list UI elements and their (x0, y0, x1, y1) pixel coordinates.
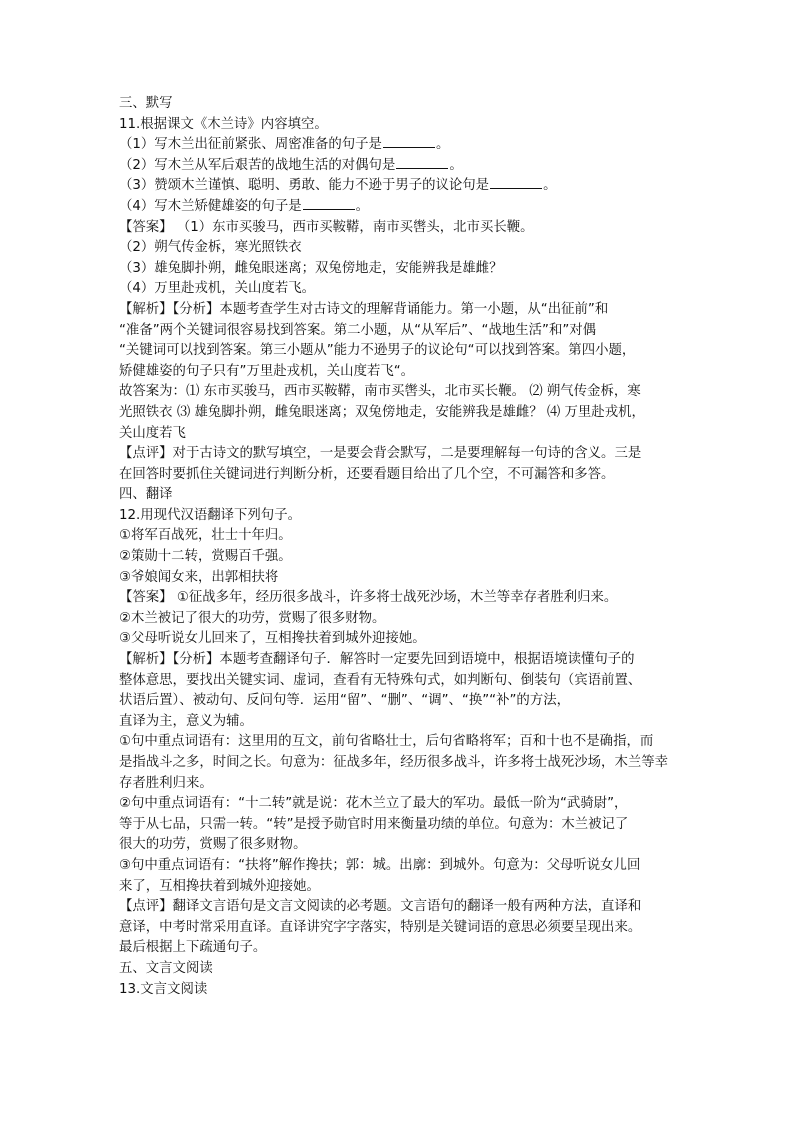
fill-blank-item (119, 156, 679, 177)
answer-blank (490, 176, 542, 189)
translation-item: ③爷娘闻女来，出郭相扶将 (119, 569, 279, 585)
analysis-line: 整体意思，要找出关键实词、虚词，查看有无特殊句式，如判断句、倒装句（宾语前置、 (119, 672, 642, 688)
analysis-line: 很大的功劳，赏赐了很多财物。 (119, 837, 307, 853)
analysis-line: 直译为主，意义为辅。 (119, 713, 253, 729)
analysis-line: 是指战斗之多，时间之长。句意为：征战多年，经历很多战斗，许多将士战死沙场，木兰等幸 (119, 755, 669, 770)
analysis-line: 光照铁衣 ⑶ 雄兔脚扑朔，雌兔眼迷离；双兔傍地走，安能辨我是雄雌？ ⑷ 万里赴戎机， (119, 404, 645, 420)
answer-blank (396, 156, 448, 169)
analysis-line: 存者胜利归来。 (119, 775, 213, 791)
analysis-line: “关键词可以找到答案。第三小题从”能力不逊男子的议论句“可以找到答案。第四小题， (119, 343, 636, 359)
answer-blank (383, 135, 435, 148)
comment-line: 意译，中考时常采用直译。直译讲究字字落实，特别是关键词语的意思必须要呈现出来。 (119, 919, 642, 935)
analysis-line: 故答案为：⑴ 东市买骏马，西市买鞍鞯，南市买辔头，北市买长鞭。 ⑵ 朔气传金柝，寒 (119, 384, 641, 400)
analysis-line: 状语后置）、被动句、反问句等．运用“留”、“删”、“调”、“换”“补”的方法， (119, 693, 570, 709)
item-text: （3）赞颂木兰谨慎、聪明、勇敢、能力不逊于男子的议论句是 (119, 178, 490, 194)
translation-item: ①将军百战死，壮士十年归。 (119, 528, 292, 544)
answer-line: 【答案】 ①征战多年，经历很多战斗，许多将士战死沙场，木兰等幸存者胜利归来。 (119, 590, 618, 606)
analysis-line: ②句中重点词语有：“十二转”就是说：花木兰立了最大的军功。最低一阶为“武骑尉”， (119, 796, 628, 812)
question-stem: 12.用现代汉语翻译下列句子。 (119, 507, 301, 523)
item-text: （2）写木兰从军后艰苦的战地生活的对偶句是 (119, 157, 396, 173)
analysis-line: 【解析】【分析】本题考查学生对古诗文的理解背诵能力。第一小题，从“出征前”和 (119, 301, 609, 317)
analysis-line: ③句中重点词语有：“扶将”解作搀扶；郭：城。出廓：到城外。句意为：父母听说女儿回 (119, 857, 641, 873)
item-end: 。 (355, 198, 369, 214)
item-end: 。 (543, 178, 557, 194)
question-stem: 13.文言文阅读 (119, 981, 208, 997)
analysis-line: ①句中重点词语有：这里用的互文，前句省略壮士，后句省略将军；百和十也不是确指，而 (119, 734, 654, 750)
answer-line: ③父母听说女儿回来了，互相搀扶着到城外迎接她。 (119, 631, 426, 647)
item-text: （1）写木兰出征前紧张、周密准备的句子是 (119, 137, 382, 153)
section-heading: 三、默写 (119, 96, 173, 111)
answer-blank (303, 197, 355, 210)
comment-line: 【点评】翻译文言语句是文言文阅读的必考题。文言语句的翻译一般有两种方法，直译和 (119, 899, 642, 915)
analysis-line: 等于从七品，只需一转。“转”是授予勋官时用来衡量功绩的单位。句意为：木兰被记了 (119, 816, 629, 832)
section-heading: 五、文言文阅读 (119, 960, 213, 976)
item-end: 。 (435, 137, 450, 153)
answer-text: （1）东市买骏马，西市买鞍鞯，南市买辔头，北市买长鞭。 (176, 219, 534, 235)
comment-line: 最后根据上下疏通句子。 (119, 940, 267, 956)
answer-line: （4）万里赴戎机，关山度若飞。 (119, 281, 315, 297)
analysis-line: 来了，互相搀扶着到城外迎接她。 (119, 878, 320, 894)
answer-line (119, 218, 679, 239)
answer-label: 【答案】 (119, 219, 173, 235)
fill-blank-item (119, 176, 679, 197)
item-text: （4）写木兰矫健雄姿的句子是 (119, 198, 302, 214)
answer-line: （3）雄兔脚扑朔，雌兔眼迷离；双兔傍地走，安能辨我是雄雌？ (119, 260, 503, 276)
question-stem: 11.根据课文《木兰诗》内容填空。 (119, 116, 328, 132)
section-heading: 四、翻译 (119, 487, 173, 503)
analysis-line: 关山度若飞 (119, 425, 186, 441)
comment-line: 【点评】对于古诗文的默写填空，一是要会背会默写，二是要理解每一句诗的含义。三是 (119, 446, 642, 462)
answer-line: ②木兰被记了很大的功劳，赏赐了很多财物。 (119, 610, 386, 626)
analysis-line: 矫健雄姿的句子只有”万里赴戎机，关山度若飞“。 (119, 363, 415, 379)
answer-line: （2）朔气传金柝，寒光照铁衣 (119, 240, 302, 256)
analysis-line: “准备”两个关键词很容易找到答案。第二小题，从“从军后”、“战地生活”和”对偶 (119, 322, 597, 338)
analysis-line: 【解析】【分析】本题考查翻译句子．解答时一定要先回到语境中，根据语境读懂句子的 (119, 652, 635, 668)
translation-item: ②策勋十二转，赏赐百千强。 (119, 549, 292, 565)
fill-blank-item (119, 135, 679, 156)
item-end: 。 (449, 157, 463, 173)
fill-blank-item (119, 197, 679, 218)
comment-line: 在回答时要抓住关键词进行判断分析，还要看题目给出了几个空，不可漏答和多答。 (119, 466, 615, 482)
document-page (119, 94, 679, 1000)
